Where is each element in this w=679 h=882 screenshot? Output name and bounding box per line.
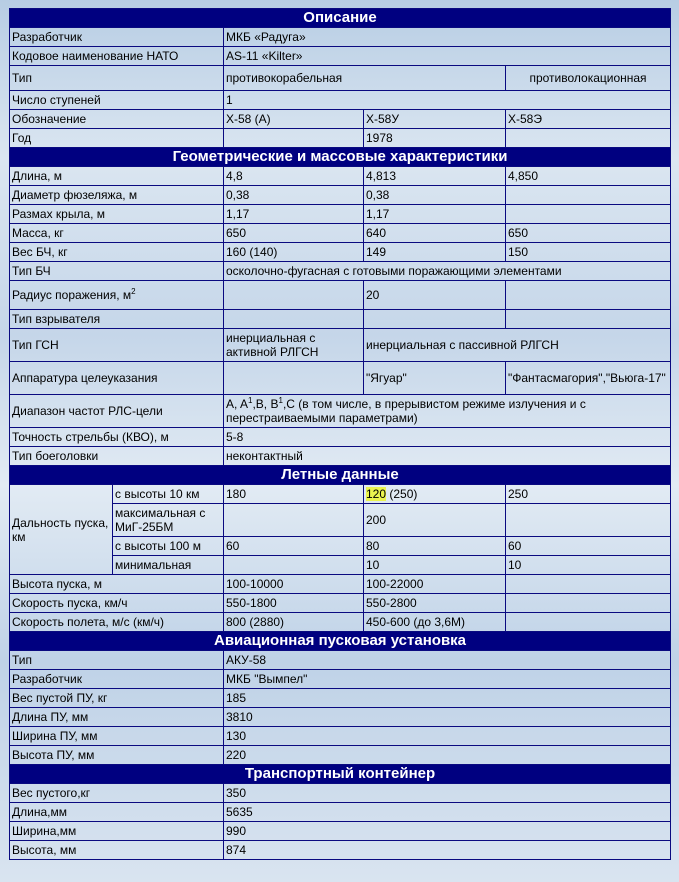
- cell-value: 1,17: [364, 205, 506, 224]
- cell-value: 0,38: [224, 186, 364, 205]
- row-label: Тип БЧ: [10, 262, 224, 281]
- cell-value: 1978: [364, 129, 506, 148]
- row-label: Тип взрывателя: [10, 310, 224, 329]
- table-row: [10, 746, 671, 765]
- table-row: [10, 262, 671, 281]
- cell-value: 60: [506, 537, 671, 556]
- table-row: [10, 670, 671, 689]
- row-label: Высота пуска, м: [10, 575, 224, 594]
- table-row: [10, 66, 671, 91]
- spec-table: [9, 8, 671, 860]
- table-row: [10, 167, 671, 186]
- cell-value: 5635: [224, 803, 671, 822]
- cell-empty: [506, 205, 671, 224]
- table-row: [10, 129, 671, 148]
- table-row: [10, 575, 671, 594]
- row-label: Высота, мм: [10, 841, 224, 860]
- cell-value: 874: [224, 841, 671, 860]
- row-label: Обозначение: [10, 110, 224, 129]
- table-row: [10, 727, 671, 746]
- cell-value: 450-600 (до 3,6М): [364, 613, 506, 632]
- row-sublabel: максимальная с МиГ-25БМ: [113, 504, 224, 537]
- cell-value: AS-11 «Kilter»: [224, 47, 671, 66]
- table-row: [10, 310, 671, 329]
- cell-value: 80: [364, 537, 506, 556]
- table-row: [10, 281, 671, 310]
- table-row: [10, 613, 671, 632]
- cell-empty: [224, 504, 364, 537]
- section-header-launcher: Авиационная пусковая установка: [10, 632, 671, 651]
- row-label: Ширина,мм: [10, 822, 224, 841]
- row-label: Точность стрельбы (КВО), м: [10, 428, 224, 447]
- cell-value: "Фантасмагория","Вьюга-17": [506, 362, 671, 395]
- table-row: [10, 447, 671, 466]
- table-row: [10, 428, 671, 447]
- cell-empty: [506, 594, 671, 613]
- table-row: [10, 689, 671, 708]
- table-row: [10, 47, 671, 66]
- cell-empty: [224, 281, 364, 310]
- row-sublabel: минимальная: [113, 556, 224, 575]
- cell-value: 550-2800: [364, 594, 506, 613]
- cell-value: 1,17: [224, 205, 364, 224]
- cell-value: противокорабельная: [224, 66, 506, 91]
- cell-value: 150: [506, 243, 671, 262]
- cell-value: инерциальная с активной РЛГСН: [224, 329, 364, 362]
- row-label: Длина ПУ, мм: [10, 708, 224, 727]
- row-label: Тип боеголовки: [10, 447, 224, 466]
- table-row: [10, 243, 671, 262]
- cell-empty: [224, 362, 364, 395]
- cell-value: Х-58Э: [506, 110, 671, 129]
- cell-value: 120 (250): [364, 485, 506, 504]
- cell-value: 200: [364, 504, 506, 537]
- table-row: [10, 708, 671, 727]
- table-row: [10, 784, 671, 803]
- row-label: Тип: [10, 651, 224, 670]
- table-row: [10, 485, 671, 504]
- table-row: [10, 651, 671, 670]
- row-label: Тип: [10, 66, 224, 91]
- cell-empty: [506, 129, 671, 148]
- cell-value: A, $A^1,B$, $B^1,C$ (в том числе, в прерывистом режиме излучения и с перестраиваемыми параметрами): [224, 395, 671, 428]
- section-header-geometry: Геометрические и массовые характеристики: [10, 148, 671, 167]
- row-label: Тип ГСН: [10, 329, 224, 362]
- cell-value: 10: [506, 556, 671, 575]
- cell-value: 640: [364, 224, 506, 243]
- cell-value: МКБ «Радуга»: [224, 28, 671, 47]
- cell-value: 100-22000: [364, 575, 506, 594]
- table-row: [10, 186, 671, 205]
- table-row: [10, 362, 671, 395]
- cell-value: Х-58 (А): [224, 110, 364, 129]
- cell-value: 800 (2880): [224, 613, 364, 632]
- row-label: Вес БЧ, кг: [10, 243, 224, 262]
- cell-value: 4,813: [364, 167, 506, 186]
- row-label: Аппаратура целеуказания: [10, 362, 224, 395]
- cell-value: 650: [506, 224, 671, 243]
- table-row: [10, 205, 671, 224]
- section-header-container: Транспортный контейнер: [10, 765, 671, 784]
- row-label: Вес пустой ПУ, кг: [10, 689, 224, 708]
- cell-value: 100-10000: [224, 575, 364, 594]
- table-row: [10, 110, 671, 129]
- cell-value: 10: [364, 556, 506, 575]
- cell-value: МКБ "Вымпел": [224, 670, 671, 689]
- cell-value: 160 (140): [224, 243, 364, 262]
- table-row: [10, 395, 671, 428]
- row-label: Ширина ПУ, мм: [10, 727, 224, 746]
- cell-empty: [506, 504, 671, 537]
- table-row: [10, 822, 671, 841]
- table-row: [10, 28, 671, 47]
- table-row: [10, 841, 671, 860]
- table-row: [10, 329, 671, 362]
- cell-value: 4,8: [224, 167, 364, 186]
- cell-value: 185: [224, 689, 671, 708]
- section-header-description: Описание: [10, 9, 671, 28]
- cell-empty: [506, 310, 671, 329]
- row-label: Длина,мм: [10, 803, 224, 822]
- cell-value: 350: [224, 784, 671, 803]
- cell-value: 60: [224, 537, 364, 556]
- cell-value: 250: [506, 485, 671, 504]
- cell-value: "Ягуар": [364, 362, 506, 395]
- cell-value: 650: [224, 224, 364, 243]
- row-label: Дальность пуска, км: [10, 485, 113, 575]
- row-label: Скорость полета, м/с (км/ч): [10, 613, 224, 632]
- row-label: Диапазон частот РЛС-цели: [10, 395, 224, 428]
- row-sublabel: с высоты 100 м: [113, 537, 224, 556]
- cell-empty: [506, 613, 671, 632]
- cell-value: 3810: [224, 708, 671, 727]
- row-label: Кодовое наименование НАТО: [10, 47, 224, 66]
- row-label: Радиус поражения, $м^2$: [10, 281, 224, 310]
- cell-value: 1: [224, 91, 671, 110]
- cell-value: 149: [364, 243, 506, 262]
- row-label: Число ступеней: [10, 91, 224, 110]
- row-label: Масса, кг: [10, 224, 224, 243]
- cell-value: противолокационная: [506, 66, 671, 91]
- highlighted-value: 120: [366, 487, 387, 501]
- row-label: Размах крыла, м: [10, 205, 224, 224]
- table-row: [10, 224, 671, 243]
- table-row: [10, 91, 671, 110]
- cell-empty: [224, 556, 364, 575]
- cell-empty: [224, 310, 364, 329]
- cell-value: 990: [224, 822, 671, 841]
- row-label: Разработчик: [10, 28, 224, 47]
- cell-value: 180: [224, 485, 364, 504]
- row-label: Высота ПУ, мм: [10, 746, 224, 765]
- cell-value: 130: [224, 727, 671, 746]
- row-sublabel: с высоты 10 км: [113, 485, 224, 504]
- cell-value: 220: [224, 746, 671, 765]
- cell-value: инерциальная с пассивной РЛГСН: [364, 329, 671, 362]
- row-label: Разработчик: [10, 670, 224, 689]
- row-label: Скорость пуска, км/ч: [10, 594, 224, 613]
- cell-value: осколочно-фугасная с готовыми поражающими элементами: [224, 262, 671, 281]
- section-header-flight: Летные данные: [10, 466, 671, 485]
- cell-value: неконтактный: [224, 447, 671, 466]
- cell-value: АКУ-58: [224, 651, 671, 670]
- table-row: [10, 594, 671, 613]
- cell-value: Х-58У: [364, 110, 506, 129]
- cell-value: 20: [364, 281, 506, 310]
- cell-empty: [506, 186, 671, 205]
- table-row: [10, 803, 671, 822]
- row-label: Вес пустого,кг: [10, 784, 224, 803]
- cell-empty: [224, 129, 364, 148]
- cell-empty: [506, 575, 671, 594]
- cell-empty: [364, 310, 506, 329]
- cell-value: 4,850: [506, 167, 671, 186]
- cell-value: 550-1800: [224, 594, 364, 613]
- cell-value: 0,38: [364, 186, 506, 205]
- row-label: Год: [10, 129, 224, 148]
- row-label: Диаметр фюзеляжа, м: [10, 186, 224, 205]
- row-label: Длина, м: [10, 167, 224, 186]
- cell-empty: [506, 281, 671, 310]
- cell-value: 5-8: [224, 428, 671, 447]
